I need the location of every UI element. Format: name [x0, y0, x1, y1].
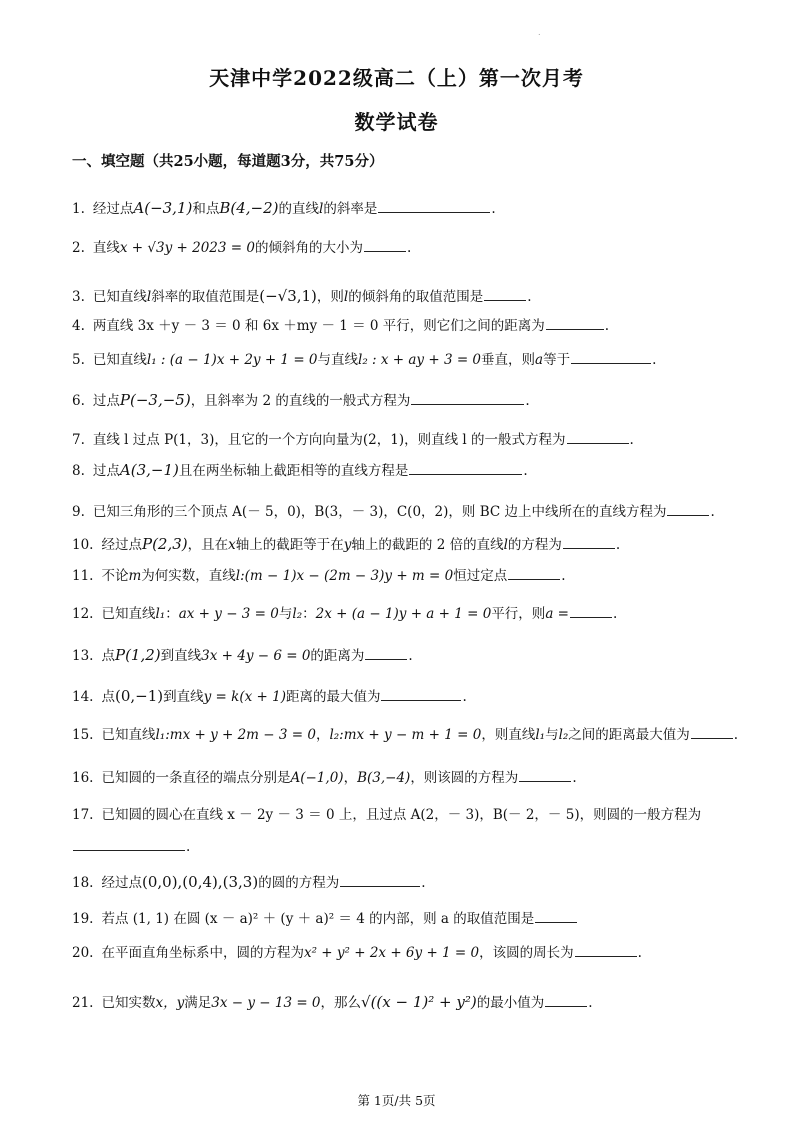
question-13	[72, 646, 722, 665]
q-text: .	[561, 568, 566, 584]
q-text: ，该圆的周长为	[479, 945, 574, 961]
answer-blank[interactable]	[519, 769, 571, 782]
q-text: 的距离为	[310, 648, 365, 664]
q-text: .	[637, 945, 642, 961]
q-text: 已知三角形的三个顶点 A(－ 5，0)，B(3，－ 3)，C(0，2)，则 BC 边上中线所在的直线方程为	[92, 504, 667, 520]
question-19	[72, 910, 722, 928]
q-math: x² + y² + 2x + 6y + 1 = 0	[303, 945, 480, 961]
q-text: 经过点	[101, 875, 142, 891]
q-math: x，y	[155, 995, 185, 1011]
question-8	[72, 461, 722, 480]
q-text: 轴上的截距的 2 倍的直线	[351, 537, 504, 553]
q-math: a	[535, 352, 544, 368]
q-text: 斜率的取值范围是	[151, 289, 260, 305]
question-number: 14.	[72, 689, 94, 705]
q-text: .	[710, 504, 715, 520]
q-math: l	[319, 201, 324, 217]
question-number: 6.	[72, 393, 85, 409]
q-text: 到直线	[160, 648, 202, 664]
q-math: 3x − y − 13 = 0	[211, 995, 321, 1011]
q-text: 已知圆的圆心在直线 x － 2y － 3 ＝ 0 上，且过点 A(2，－ 3)，B(－ 2，－ 5)，则圆的一般方程为	[101, 807, 702, 823]
q-text: 直线	[92, 240, 120, 256]
question-number: 2.	[72, 240, 85, 256]
q-text: 与	[545, 727, 559, 743]
question-17-answer-line	[72, 838, 722, 856]
q-text: 满足	[184, 995, 212, 1011]
q-text: 的圆的方程为	[258, 875, 340, 891]
question-3	[72, 287, 722, 306]
q-text: 经过点	[92, 201, 134, 217]
answer-blank[interactable]	[381, 688, 461, 701]
q-text: 点	[101, 689, 115, 705]
q-math: A(−1,0)	[290, 770, 344, 786]
question-4	[72, 317, 722, 335]
q-text: ，则该圆的方程为	[410, 770, 519, 786]
q-text: ，且斜率为 2 的直线的一般式方程为	[190, 393, 411, 409]
q-text: .	[604, 318, 610, 334]
q-text: 垂直，则	[481, 352, 536, 368]
question-6	[72, 391, 722, 410]
q-text: 等于	[543, 352, 571, 368]
q-text: .	[629, 432, 634, 448]
question-18	[72, 873, 722, 892]
answer-blank[interactable]	[365, 647, 407, 660]
answer-blank[interactable]	[484, 288, 526, 301]
q-text: 在平面直角坐标系中，圆的方程为	[101, 945, 304, 961]
q-text: .	[572, 770, 577, 786]
q-math: l	[503, 537, 508, 553]
question-number: 15.	[72, 727, 94, 743]
q-text: ，则	[316, 289, 344, 305]
q-text: 与	[278, 606, 293, 622]
q-text: 已知直线	[101, 727, 156, 743]
q-math: (0,−1)	[114, 687, 164, 705]
answer-blank[interactable]	[411, 392, 524, 405]
question-number: 13.	[72, 648, 94, 664]
q-math: l:(m − 1)x − (2m − 3)y + m = 0	[235, 568, 454, 584]
question-17	[72, 806, 722, 824]
q-math: 2x + (a − 1)y + a + 1 = 0	[315, 606, 492, 622]
answer-blank[interactable]	[563, 536, 615, 549]
question-9	[72, 503, 722, 521]
question-number: 17.	[72, 807, 94, 823]
answer-blank[interactable]	[535, 910, 577, 923]
q-math: P(1,2)	[114, 646, 161, 664]
q-math: l₁	[155, 606, 166, 622]
q-text: .	[186, 839, 191, 855]
question-number: 9.	[72, 504, 85, 520]
question-number: 10.	[72, 537, 94, 553]
q-math: y	[343, 537, 352, 553]
scan-dot: .	[538, 28, 541, 37]
q-text: .	[588, 995, 593, 1011]
q-text: 到直线	[163, 689, 204, 705]
q-text: 点	[101, 648, 115, 664]
question-number: 1.	[72, 201, 85, 217]
q-math: l₂ : x + ay + 3 = 0	[358, 352, 482, 368]
q-text: 的倾斜角的大小为	[254, 240, 363, 256]
q-text: 经过点	[101, 537, 142, 553]
q-math: l	[146, 289, 152, 305]
q-text: .	[491, 201, 496, 217]
q-text: ，那么	[320, 995, 362, 1011]
q-text: 的斜率是	[323, 201, 378, 217]
q-math: x + √3y + 2023 = 0	[119, 240, 255, 256]
question-5	[72, 351, 722, 369]
answer-blank[interactable]	[570, 605, 612, 618]
q-text: 之间的距离最大值为	[568, 727, 690, 743]
q-math: B(3,−4)	[357, 770, 411, 786]
question-number: 18.	[72, 875, 94, 891]
q-text: 不论	[101, 568, 129, 584]
exam-title: 天津中学2022级高二（上）第一次月考	[209, 66, 584, 90]
q-text: .	[525, 393, 530, 409]
answer-blank[interactable]	[691, 726, 733, 739]
q-text: 过点	[92, 393, 120, 409]
q-text: 的直线	[278, 201, 320, 217]
q-math: m	[128, 568, 142, 584]
question-number: 16.	[72, 770, 94, 786]
q-math: 3x + 4y − 6 = 0	[201, 648, 311, 664]
q-text: .	[406, 240, 412, 256]
q-text: .	[523, 463, 528, 479]
q-math: l₁ : (a − 1)x + 2y + 1 = 0	[146, 352, 318, 368]
q-text: .	[733, 727, 739, 743]
question-2	[72, 239, 722, 257]
q-text: 已知直线	[92, 352, 147, 368]
q-text: 为何实数，直线	[141, 568, 236, 584]
q-math: x	[228, 537, 236, 553]
question-number: 8.	[72, 463, 85, 479]
question-number: 19.	[72, 911, 94, 927]
question-number: 7.	[72, 432, 85, 448]
q-text: 距离的最大值为	[285, 689, 381, 705]
q-text: 两直线 3x ＋y － 3 ＝ 0 和 6x ＋my － 1 ＝ 0 平行，则它们之间的距离为	[92, 318, 545, 334]
q-math: l₁:mx + y + 2m − 3 = 0	[155, 727, 316, 743]
answer-blank[interactable]	[567, 431, 629, 444]
q-math: l₁	[535, 727, 546, 743]
q-text: .	[421, 875, 426, 891]
question-number: 20.	[72, 945, 94, 961]
question-20	[72, 944, 722, 962]
q-math: ax + y − 3 = 0	[178, 606, 279, 622]
question-number: 5.	[72, 352, 85, 368]
q-text: 与直线	[317, 352, 359, 368]
exam-subtitle: 数学试卷	[354, 110, 439, 134]
q-text: ，且在	[187, 537, 229, 553]
q-text: 已知直线	[101, 606, 156, 622]
q-math: P(−3,−5)	[119, 391, 191, 409]
q-text: ，	[315, 727, 330, 743]
question-number: 4.	[72, 318, 85, 334]
q-text: .	[462, 689, 467, 705]
q-text: .	[615, 537, 621, 553]
q-math: A(3,−1)	[119, 461, 179, 479]
question-number: 21.	[72, 995, 94, 1011]
answer-blank[interactable]	[667, 503, 709, 516]
q-math: (−√3,1)	[259, 287, 317, 305]
answer-blank[interactable]	[364, 239, 406, 252]
question-14	[72, 687, 722, 706]
q-math: P(2,3)	[141, 535, 188, 553]
question-1	[72, 199, 722, 218]
q-text: 过点	[92, 463, 120, 479]
q-text: ：	[302, 606, 316, 622]
question-10	[72, 535, 722, 554]
q-text: .	[612, 606, 618, 622]
q-text: 的方程为	[507, 537, 562, 553]
q-math: l₂:mx + y − m + 1 = 0	[329, 727, 482, 743]
q-text: ，则直线	[481, 727, 536, 743]
q-math: (0,0),(0,4),(3,3)	[141, 873, 259, 891]
section-heading: 一、填空题（共25小题，每道题3分，共75分）	[72, 153, 384, 170]
q-text: 的倾斜角的取值范围是	[348, 289, 484, 305]
q-text: 直线 l 过点 P(1，3)，且它的一个方向向量为(2，1)，则直线 l 的一般式方程为	[92, 432, 566, 448]
question-16	[72, 769, 722, 787]
q-text: .	[527, 289, 532, 305]
q-text: 恒过定点	[453, 568, 508, 584]
question-number: 3.	[72, 289, 85, 305]
q-text: ：	[165, 606, 179, 622]
question-11	[72, 567, 722, 585]
answer-blank[interactable]	[508, 567, 560, 580]
q-text: .	[652, 352, 657, 368]
q-math: a =	[545, 606, 569, 622]
q-text: 的最小值为	[476, 995, 545, 1011]
q-math: √((x − 1)² + y²)	[361, 993, 477, 1011]
q-math: l₂	[292, 606, 303, 622]
answer-blank[interactable]	[545, 994, 587, 1007]
q-math: l₂	[558, 727, 569, 743]
question-number: 12.	[72, 606, 94, 622]
q-text: 已知直线	[92, 289, 147, 305]
q-text: 轴上的截距等于在	[235, 537, 344, 553]
answer-blank[interactable]	[546, 317, 604, 330]
q-math: B(4,−2)	[219, 199, 279, 217]
answer-blank[interactable]	[575, 944, 637, 957]
q-text: 已知圆的一条直径的端点分别是	[101, 770, 291, 786]
q-text: .	[408, 648, 413, 664]
q-math: y = k(x + 1)	[203, 689, 286, 705]
q-math: l	[343, 289, 349, 305]
answer-blank[interactable]	[378, 200, 490, 213]
q-text: 平行，则	[491, 606, 546, 622]
q-text: 已知实数	[101, 995, 156, 1011]
q-math: A(−3,1)	[133, 199, 193, 217]
question-15	[72, 726, 739, 744]
question-12	[72, 605, 722, 623]
page-footer: 第 1页/共 5页	[357, 1093, 436, 1108]
question-number: 11.	[72, 568, 94, 584]
answer-blank[interactable]	[340, 874, 420, 887]
q-text: 且在两坐标轴上截距相等的直线方程是	[178, 463, 409, 479]
question-21	[72, 993, 722, 1012]
question-7	[72, 431, 722, 449]
q-text: ，	[343, 770, 358, 786]
answer-blank[interactable]	[73, 838, 185, 851]
q-text: 若点 (1, 1) 在圆 (x － a)² ＋ (y ＋ a)² ＝ 4 的内部，则 a 的取值范围是	[101, 911, 535, 927]
answer-blank[interactable]	[571, 351, 651, 364]
q-text: 和点	[192, 201, 220, 217]
answer-blank[interactable]	[409, 462, 522, 475]
